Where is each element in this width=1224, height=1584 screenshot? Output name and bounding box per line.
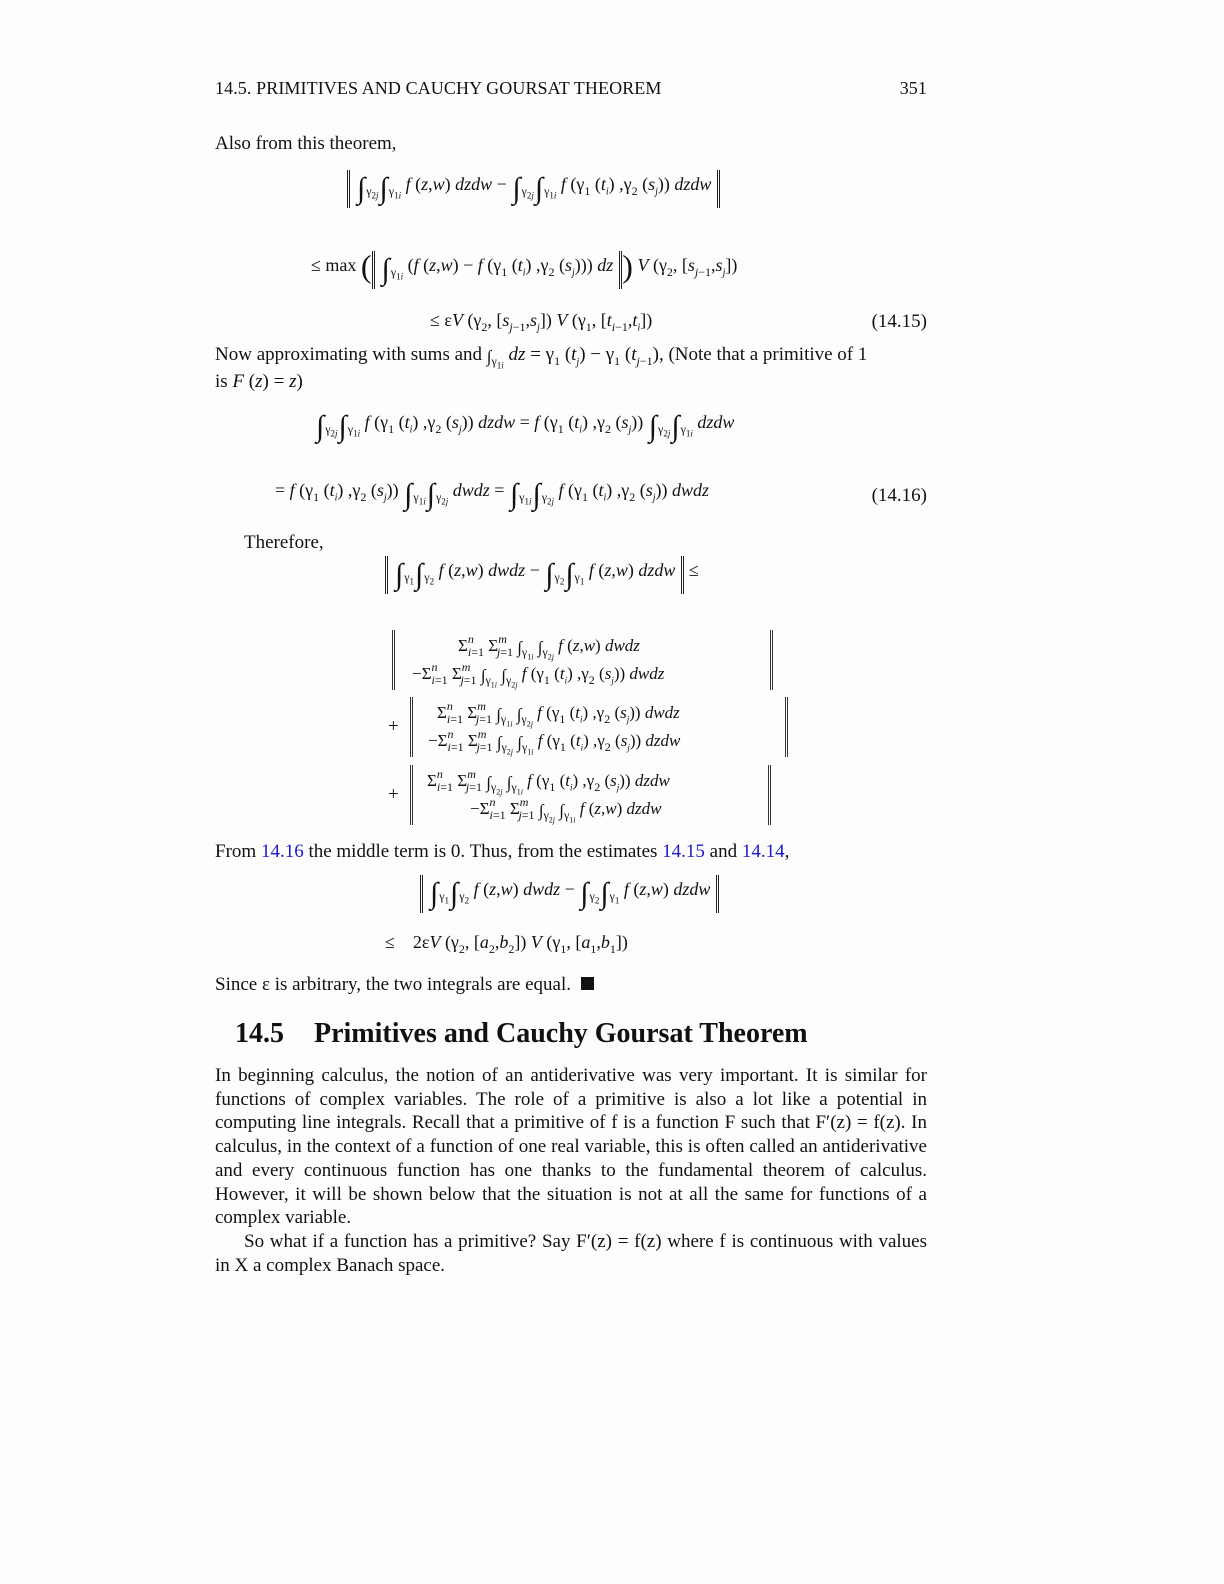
equation-line-6: $\int_{\gamma_1}\int_{\gamma_2}$ f (z,w) dwdz − $\int_{\gamma_2}\int_{\gamma_1}$ f (z,w) dzdw ≤ [385, 556, 699, 594]
paragraph-1: In beginning calculus, the notion of an antiderivative was very important. It is similar for functions of complex variables. The role of a primitive is also a lot like a potential in computing line integrals. Recall that a primitive of f is a function F such that F′(z) = f(z). In calculus, in the context of a function of one real variable, this is often called an antiderivative and every continuous function has one thanks to the fundamental theorem of calculus. However, it will be shown below that the situation is not at all the same for functions of a complex variable. [215, 1065, 927, 1229]
equation-number-14-16: (14.16) [871, 485, 927, 506]
running-header [215, 78, 927, 99]
equation-line-1: $\int_{\gamma_{2j}}\int_{\gamma_{1i}}$ f (z,w) dzdw − $\int_{\gamma_{2j}}\int_{\gamma_{1i}}$ f ($\gamma_1$ $(t_i)$ $,\gamma_2$ $(s_j)$) dzdw [347, 170, 720, 208]
norm-term-1-line-2: $-\Sigma^n_{i=1}$ $\Sigma^m_{j=1}$ $\int_{\gamma_{1i}}$ $\int_{\gamma_{2j}}$ f ($\gamma_1$ $(t_i)$ $,\gamma_2$ $(s_j)$) dwdz [412, 660, 665, 690]
equation-line-5: = f ($\gamma_1$ $(t_i)$ $,\gamma_2$ $(s_j)$) $\int_{\gamma_{1i}}\int_{\gamma_{2j}}$ dwdz = $\int_{\gamma_{1i}}\int_{\gamma_{2j}}$ f ($\gamma_1$ $(t_i)$ $,\gamma_2$ $(s_j)$) dwdz [275, 478, 710, 511]
equation-line-2: ≤ max ( $\int_{\gamma_{1i}}$ (f (z,w) − f ($\gamma_1$ $(t_i)$ $,\gamma_2$ $(s_j)$)) dz ) V ($\gamma_2$, $[s_{j-1},s_j]$) [311, 248, 737, 289]
equation-line-4: $\int_{\gamma_{2j}}\int_{\gamma_{1i}}$ f ($\gamma_1$ $(t_i)$ $,\gamma_2$ $(s_j)$) dzdw = f ($\gamma_1$ $(t_i)$ $,\gamma_2$ $(s_j)$) $\int_{\gamma_{2j}}\int_{\gamma_{1i}}$ dzdw [316, 410, 735, 443]
equation-line-8: ≤ 2εV ($\gamma_2$, $[a_2,b_2]$) V ($\gamma_1$, $[a_1,b_1]$) [385, 932, 628, 956]
section-number: 14.5 [235, 1018, 284, 1049]
running-title: 14.5. PRIMITIVES AND CAUCHY GOURSAT THEOREM [215, 78, 662, 98]
equation-line-3: ≤ εV ($\gamma_2$, $[s_{j-1},s_j]$) V ($\gamma_1$, $[t_{i-1},t_i]$) [430, 310, 653, 334]
therefore-text: Therefore, [244, 532, 324, 553]
ref-14-15-link[interactable]: 14.15 [662, 841, 705, 862]
section-heading [235, 1018, 808, 1050]
ref-14-14-link[interactable]: 14.14 [741, 841, 785, 862]
norm-term-1-line-1: $\Sigma^n_{i=1}$ $\Sigma^m_{j=1}$ $\int_{\gamma_{1i}}$ $\int_{\gamma_{2j}}$ f (z,w) dwdz [458, 632, 640, 662]
norm-term-3-line-1: $\Sigma^n_{i=1}$ $\Sigma^m_{j=1}$ $\int_{\gamma_{2j}}$ $\int_{\gamma_{1i}}$ f ($\gamma_1$ $(t_i)$ $,\gamma_2$ $(s_j)$) dzdw [427, 767, 670, 797]
qed-square-icon [581, 977, 594, 990]
plus-sign-2: + [388, 784, 399, 805]
section-title: Primitives and Cauchy Goursat Theorem [314, 1018, 808, 1049]
page [215, 0, 927, 1584]
equation-number-14-15: (14.15) [871, 311, 927, 332]
approx-text-line-2: is F (z) = z) [215, 371, 303, 392]
plus-sign-1: + [388, 716, 399, 737]
norm-term-2-line-2: $-\Sigma^n_{i=1}$ $\Sigma^m_{j=1}$ $\int_{\gamma_{2j}}$ $\int_{\gamma_{1i}}$ f ($\gamma_1$ $(t_i)$ $,\gamma_2$ $(s_j)$) dzdw [428, 727, 681, 757]
approx-text-line-1: Now approximating with sums and $\int_{\gamma_{1i}}$ dz = $\gamma_1$ $(t_j) - \gamma_1$ $(t_{j-1})$, (Note that a primitive of 1 [215, 344, 868, 371]
norm-term-3-line-2: $-\Sigma^n_{i=1}$ $\Sigma^m_{j=1}$ $\int_{\gamma_{2j}}$ $\int_{\gamma_{1i}}$ f (z,w) dzdw [470, 795, 662, 825]
since-text: Since ε is arbitrary, the two integrals are equal. [215, 973, 594, 997]
norm-term-2-line-1: $\Sigma^n_{i=1}$ $\Sigma^m_{j=1}$ $\int_{\gamma_{1i}}$ $\int_{\gamma_{2j}}$ f ($\gamma_1$ $(t_i)$ $,\gamma_2$ $(s_j)$) dwdz [437, 699, 680, 729]
page-number: 351 [899, 78, 927, 98]
from-text: From 14.16 the middle term is 0. Thus, from the estimates 14.15 and 14.14, [215, 841, 790, 862]
intro-text: Also from this theorem, [215, 133, 397, 154]
ref-14-16-link[interactable]: 14.16 [260, 841, 304, 862]
equation-line-7: $\int_{\gamma_1}\int_{\gamma_2}$ f (z,w) dwdz − $\int_{\gamma_2}\int_{\gamma_1}$ f (z,w) dzdw [420, 875, 719, 913]
paragraph-2: So what if a function has a primitive? Say F′(z) = f(z) where f is continuous with values in X a complex Banach space. [215, 1231, 927, 1276]
